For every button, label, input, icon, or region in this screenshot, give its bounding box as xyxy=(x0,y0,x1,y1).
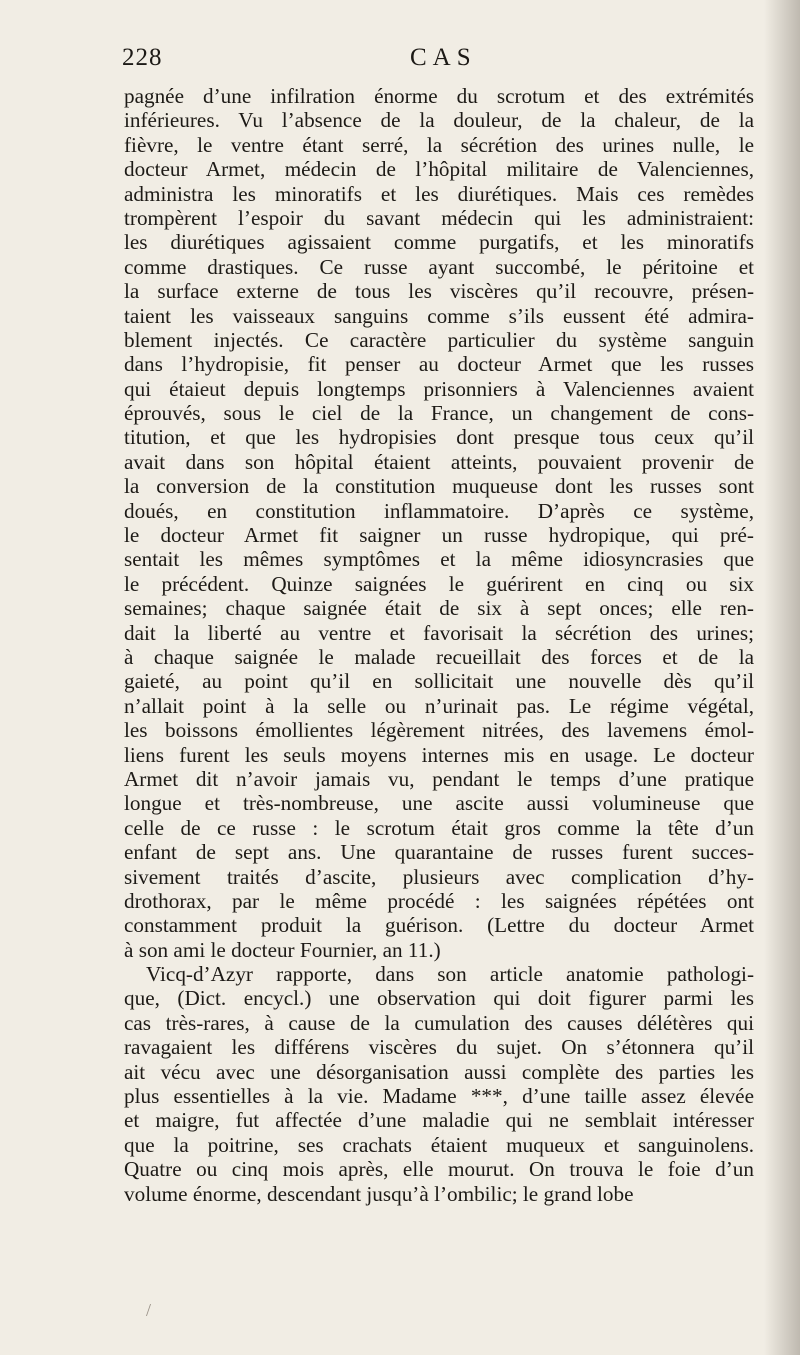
text-line: semaines; chaque saignée était de six à sept onces; elle ren- xyxy=(124,596,754,621)
text-line: taient les vaisseaux sanguins comme s’ils eussent été admira- xyxy=(124,303,754,328)
text-line: constamment produit la guérison. (Lettre du docteur Armet xyxy=(124,913,754,938)
page-edge-shadow xyxy=(764,0,800,1355)
text-line: enfant de sept ans. Une quarantaine de russes furent succes- xyxy=(124,840,754,865)
text-line: cas très-rares, à cause de la cumulation des causes délétères qui xyxy=(124,1010,754,1035)
stray-pen-mark: / xyxy=(146,1300,152,1320)
page-number: 228 xyxy=(122,44,163,71)
text-line: que, (Dict. encycl.) une observation qui doit figurer parmi les xyxy=(124,986,754,1011)
body-text xyxy=(124,84,754,1206)
text-line: liens furent les seuls moyens internes mis en usage. Le docteur xyxy=(124,742,754,767)
text-line: longue et très-nombreuse, une ascite aussi volumineuse que xyxy=(124,791,754,816)
text-line: sentait les mêmes symptômes et la même idiosyncrasies que xyxy=(124,547,754,572)
text-line: doués, en constitution inflammatoire. D’après ce système, xyxy=(124,498,754,523)
text-line: docteur Armet, médecin de l’hôpital militaire de Valenciennes, xyxy=(124,157,754,182)
text-line: blement injectés. Ce caractère particulier du système sanguin xyxy=(124,327,754,352)
text-line: Vicq-d’Azyr rapporte, dans son article anatomie pathologi- xyxy=(146,962,754,987)
text-line: la conversion de la constitution muqueuse dont les russes sont xyxy=(124,474,754,499)
text-line: à chaque saignée le malade recueillait des forces et de la xyxy=(124,644,754,669)
text-line: et maigre, fut affectée d’une maladie qui ne semblait intéresser xyxy=(124,1108,754,1133)
page-header xyxy=(120,44,760,84)
text-line: éprouvés, sous le ciel de la France, un changement de cons- xyxy=(124,401,754,426)
text-line: dans l’hydropisie, fit penser au docteur Armet que les russes xyxy=(124,352,754,377)
text-line: n’allait point à la selle ou n’urinait pas. Le régime végétal, xyxy=(124,693,754,718)
text-line: à son ami le docteur Fournier, an 11.) xyxy=(124,937,441,962)
text-line: gaieté, au point qu’il en sollicitait une nouvelle dès qu’il xyxy=(124,669,754,694)
text-line: pagnée d’une infilration énorme du scrotum et des extrémités xyxy=(124,84,754,108)
text-line: inférieures. Vu l’absence de la douleur, de la chaleur, de la xyxy=(124,108,754,133)
text-line: Quatre ou cinq mois après, elle mourut. On trouva le foie d’un xyxy=(124,1157,754,1182)
text-line: avait dans son hôpital étaient atteints, pouvaient provenir de xyxy=(124,449,754,474)
text-line: administra les minoratifs et les diurétiques. Mais ces remèdes xyxy=(124,181,754,206)
text-line: les boissons émollientes légèrement nitrées, des lavemens émol- xyxy=(124,718,754,743)
text-line: plus essentielles à la vie. Madame ***, d’une taille assez élevée xyxy=(124,1084,754,1109)
text-line: Armet dit n’avoir jamais vu, pendant le temps d’une pratique xyxy=(124,766,754,791)
text-line: le précédent. Quinze saignées le guérirent en cinq ou six xyxy=(124,571,754,596)
text-line: dait la liberté au ventre et favorisait la sécrétion des urines; xyxy=(124,620,754,645)
text-line: les diurétiques agissaient comme purgatifs, et les minoratifs xyxy=(124,230,754,255)
text-line: qui étaieut depuis longtemps prisonniers à Valenciennes avaient xyxy=(124,376,754,401)
text-line: volume énorme, descendant jusqu’à l’ombilic; le grand lobe xyxy=(124,1181,634,1206)
text-line: fièvre, le ventre étant serré, la sécrétion des urines nulle, le xyxy=(124,132,754,157)
text-line: celle de ce russe : le scrotum était gros comme la tête d’un xyxy=(124,815,754,840)
text-line: titution, et que les hydropisies dont presque tous ceux qu’il xyxy=(124,425,754,450)
text-line: le docteur Armet fit saigner un russe hydropique, qui pré- xyxy=(124,523,754,548)
text-line: ravagaient les différens viscères du sujet. On s’étonnera qu’il xyxy=(124,1035,754,1060)
text-line: trompèrent l’espoir du savant médecin qui les administraient: xyxy=(124,205,754,230)
text-line: que la poitrine, ses crachats étaient muqueux et sanguinolens. xyxy=(124,1132,754,1157)
running-title: CAS xyxy=(410,44,477,71)
text-line: drothorax, par le même procédé : les saignées répétées ont xyxy=(124,888,754,913)
text-line: comme drastiques. Ce russe ayant succombé, le péritoine et xyxy=(124,254,754,279)
text-line: ait vécu avec une désorganisation aussi complète des parties les xyxy=(124,1059,754,1084)
text-line: sivement traités d’ascite, plusieurs avec complication d’hy- xyxy=(124,864,754,889)
text-line: la surface externe de tous les viscères qu’il recouvre, présen- xyxy=(124,279,754,304)
